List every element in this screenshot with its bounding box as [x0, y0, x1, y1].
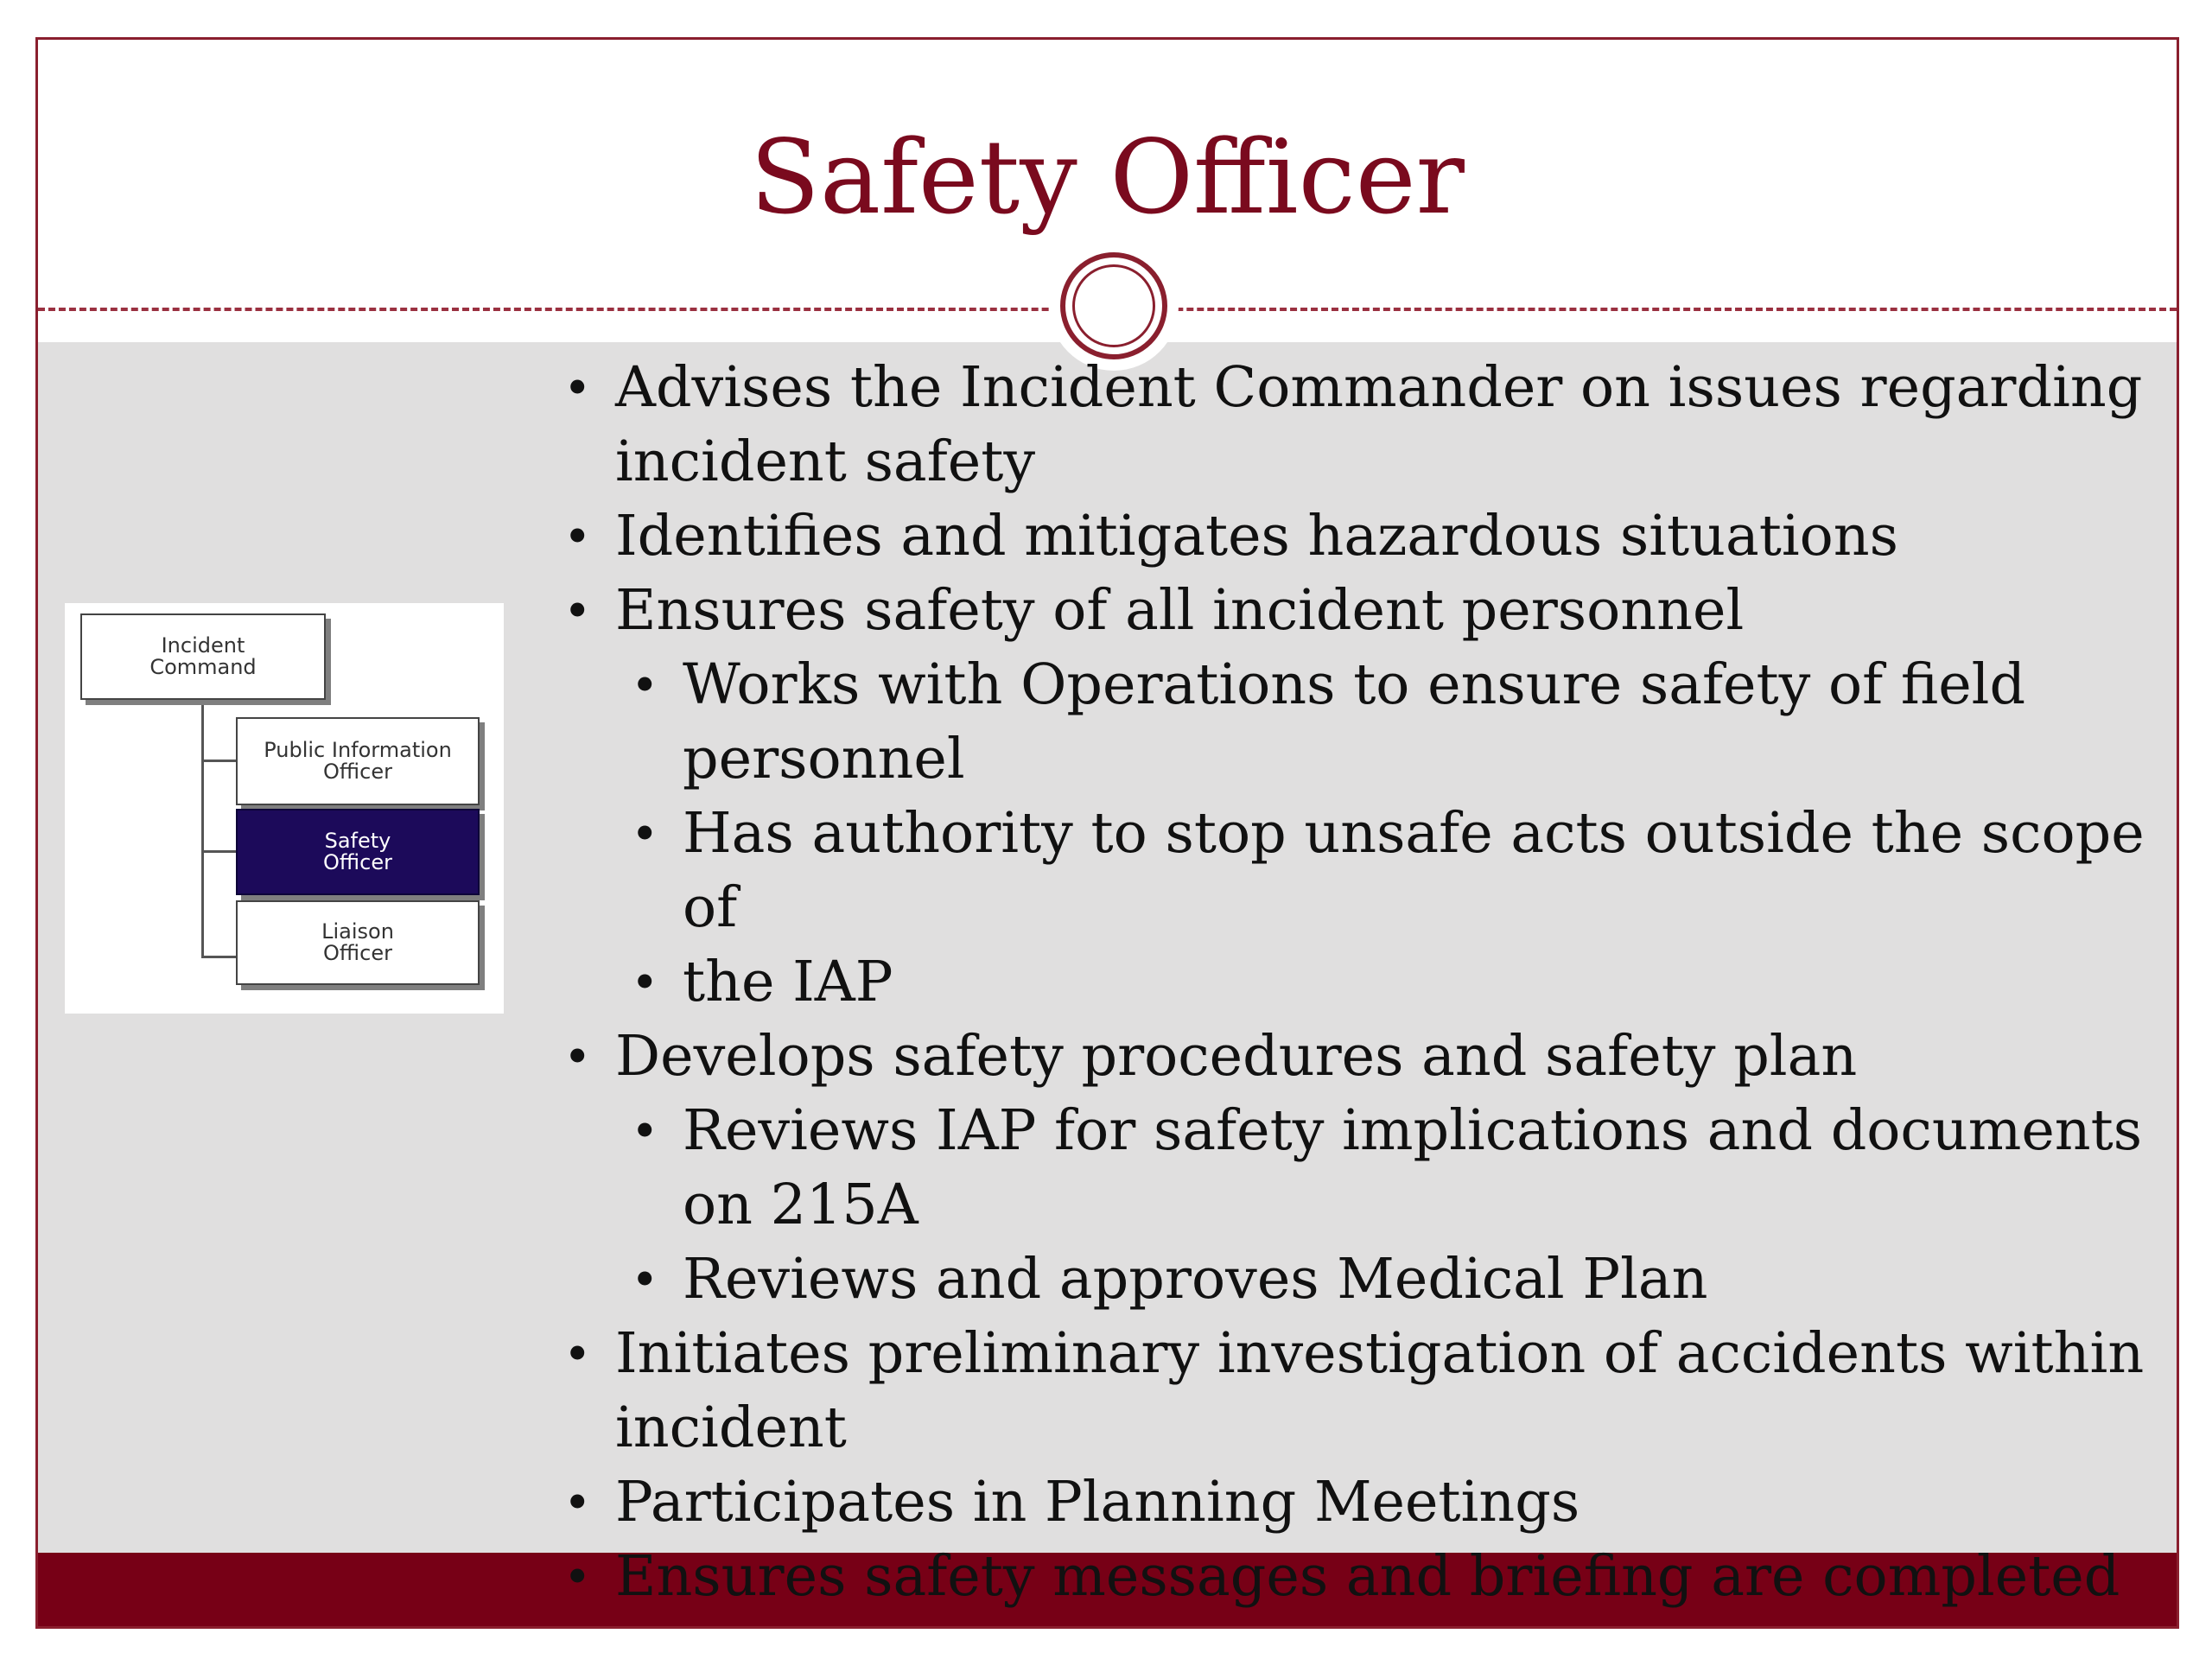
org-box-label-line1: Safety	[324, 828, 391, 853]
org-chart	[65, 603, 504, 1014]
bullet-list	[548, 351, 2172, 1614]
org-box-incident-command	[80, 613, 326, 700]
bullet-item: • Initiates preliminary investigation of accidents within incident	[548, 1317, 2172, 1465]
slide-title: Safety Officer	[750, 118, 1465, 237]
bullet-item: • Develops safety procedures and safety plan	[548, 1020, 2172, 1094]
ring-outer	[1060, 252, 1167, 359]
org-connector-pio	[201, 760, 236, 762]
sub-bullet-item: • Reviews and approves Medical Plan	[615, 1243, 2172, 1317]
org-connector-vertical	[201, 696, 204, 958]
bullet-item: • Advises the Incident Commander on issues regarding incident safety	[548, 351, 2172, 499]
sub-bullet-item: • Works with Operations to ensure safety of field personnel	[615, 648, 2172, 797]
sub-bullet-item: • Reviews IAP for safety implications and documents on 215A	[615, 1094, 2172, 1243]
org-box-label-line2: Officer	[323, 850, 392, 874]
ring-inner	[1072, 264, 1155, 347]
bullet-item: • Participates in Planning Meetings	[548, 1465, 2172, 1540]
sub-bullet-item: • the IAP	[615, 945, 2172, 1020]
bullet-item: • Ensures safety messages and briefing are completed	[548, 1540, 2172, 1614]
bullet-item: • Identifies and mitigates hazardous situations	[548, 499, 2172, 574]
org-box-label-line1: Public Information	[264, 737, 452, 762]
org-box-public-information-officer	[236, 717, 480, 805]
org-box-liaison-officer	[236, 900, 480, 985]
slide	[35, 37, 2179, 1629]
org-box-label-line1: Liaison	[321, 918, 394, 944]
sub-bullet-item: • Has authority to stop unsafe acts outside the scope of	[615, 797, 2172, 945]
org-box-label-line2: Officer	[323, 941, 392, 965]
org-box-safety-officer	[236, 809, 480, 895]
org-box-label-line1: Incident	[161, 632, 245, 658]
bullet-item: • Ensures safety of all incident personnel	[548, 574, 2172, 648]
org-box-label-line2: Officer	[323, 760, 392, 784]
org-connector-safety	[201, 850, 236, 853]
org-box-label-line2: Command	[149, 655, 257, 679]
org-connector-liaison	[201, 956, 236, 958]
